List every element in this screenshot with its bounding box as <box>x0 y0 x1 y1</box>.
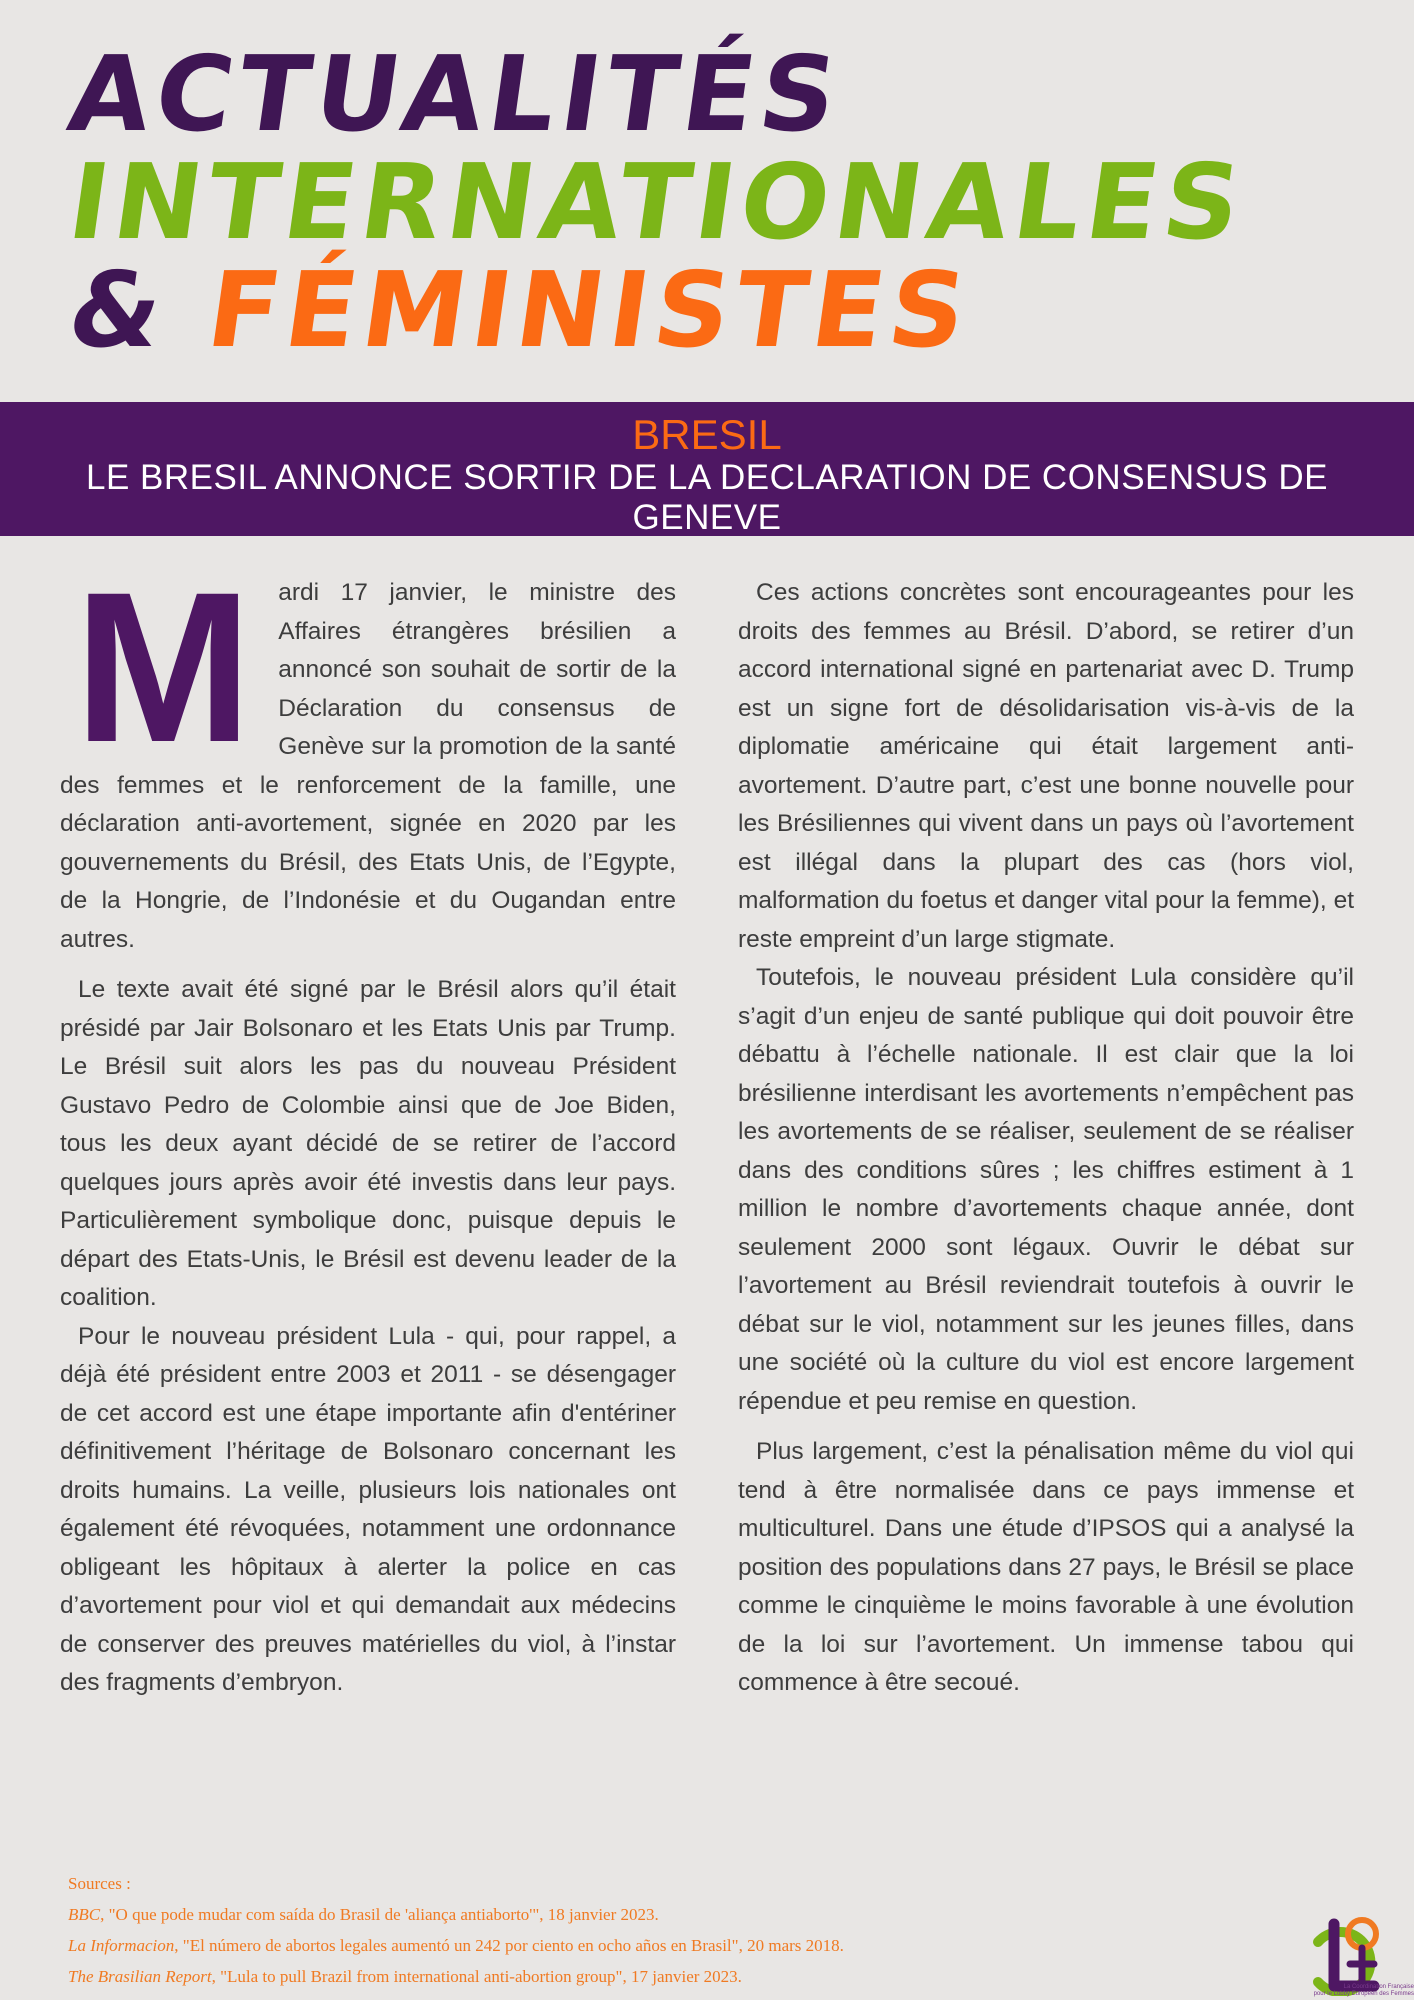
section-banner <box>0 402 1414 536</box>
paragraph: Le texte avait été signé par le Brésil alors qu’il était présidé par Jair Bolsonaro et les Etats Unis par Trump. Le Brésil suit alors les pas du nouveau Président Gustavo Pedro de Colombie ainsi que de Joe Biden, tous les deux ayant décidé de se retirer de l’accord quelques jours après avoir été investis dans leur pays. Particulièrement symbolique donc, puisque depuis le départ des Etats-Unis, le Brésil est devenu leader de la coalition. <box>60 976 676 1311</box>
sources <box>68 1868 1168 1992</box>
paragraph: Toutefois, le nouveau président Lula considère qu’il s’agit d’un enjeu de santé publique qui doit pouvoir être débattu à l’échelle nationale. Il est clair que la loi brésilienne interdisant les avortements n’empêchent pas les avortements de se réaliser, seulement de se réaliser dans des conditions sûres ; les chiffres estiment à 1 million le nombre d’avortements chaque année, dont seulement 2000 sont légaux. Ouvrir le débat sur l’avortement au Brésil reviendrait toutefois à ouvrir le débat sur le viol, notamment sur les jeunes filles, dans une société où la culture du viol est encore largement répendue et peu remise en question. <box>738 964 1354 1415</box>
source-detail: , "O que pode mudar com saída do Brasil de 'aliança antiaborto'", 18 janvier 2023. <box>100 1905 659 1924</box>
article-title: LE BRESIL ANNONCE SORTIR DE LA DECLARATION DE CONSENSUS DE GENEVE <box>86 458 1328 537</box>
logo-caption <box>1298 1984 1414 1998</box>
source-outlet: La Informacion <box>68 1936 175 1955</box>
source-item <box>68 1899 1168 1930</box>
masthead-line-1: ACTUALITÉS <box>61 33 850 155</box>
paragraph: Plus largement, c’est la pénalisation même du viol qui tend à être normalisée dans ce pays immense et multiculturel. Dans une étude d’IPSOS qui a analysé la position des populations dans 27 pays, le Brésil se place comme le cinquième le moins favorable à une évolution de la loi sur l’avortement. Un immense tabou qui commence à être secoué. <box>738 1438 1354 1696</box>
masthead-line-3 <box>61 249 1252 371</box>
article-column-right <box>738 574 1354 1703</box>
clef-logo-icon <box>1270 1846 1390 1996</box>
source-item <box>68 1961 1168 1992</box>
masthead-line-2: INTERNATIONALES <box>61 141 1254 263</box>
paragraph: ardi 17 janvier, le ministre des Affaires étrangères brésilien a annoncé son souhait de sortir de la Déclaration du consensus de Genève sur la promotion de la santé des femmes et le renforcement de la famille, une déclaration anti-avortement, signée en 2020 par les gouvernements du Brésil, des Etats Unis, de l’Egypte, de la Hongrie, de l’Indonésie et du Ougandan entre autres. <box>60 579 676 953</box>
logo-caption-line-2: pour le Lobby Européen des Femmes <box>1313 1991 1414 1997</box>
source-detail: , "Lula to pull Brazil from international anti-abortion group", 17 janvier 2023. <box>211 1967 742 1986</box>
drop-cap: M <box>74 548 253 787</box>
sources-heading: Sources : <box>68 1874 131 1893</box>
source-outlet: The Brasilian Report <box>68 1967 212 1986</box>
masthead-feministes: FÉMINISTES <box>200 249 980 371</box>
source-detail: , "El número de abortos legales aumentó un 242 por ciento en ocho años en Brasil", 20 mars 2018. <box>174 1936 844 1955</box>
source-item <box>68 1930 1168 1961</box>
logo-caption-line-1: La Coordination Française <box>1343 1984 1414 1990</box>
banner-country: BRESIL <box>632 411 782 458</box>
paragraph: Pour le nouveau président Lula - qui, pour rappel, a déjà été président entre 2003 et 2011 - se désengager de cet accord est une étape importante afin d'entériner définitivement l’héritage de Bolsonaro concernant les droits humains. La veille, plusieurs lois nationales ont également été révoquées, notamment une ordonnance obligeant les hôpitaux à alerter la police en cas d’avortement pour viol et qui demandait aux médecins de conserver des preuves matérielles du viol, à l’instar des fragments d’embryon. <box>60 1322 676 1696</box>
paragraph: Ces actions concrètes sont encourageantes pour les droits des femmes au Brésil. D’abord, se retirer d’un accord international signé en partenariat avec D. Trump est un signe fort de désolidarisation vis-à-vis de la diplomatie américaine qui était largement anti-avortement. D’autre part, c’est une bonne nouvelle pour les Brésiliennes qui vivent dans un pays où l’avortement est illégal dans la plupart des cas (hors viol, malformation du foetus et danger vital pour la femme), et reste empreint d’un large stigmate. <box>738 579 1354 953</box>
article-column-left <box>60 548 676 1703</box>
masthead <box>61 33 1254 371</box>
masthead-ampersand: & <box>61 249 176 371</box>
source-outlet: BBC <box>68 1905 101 1924</box>
